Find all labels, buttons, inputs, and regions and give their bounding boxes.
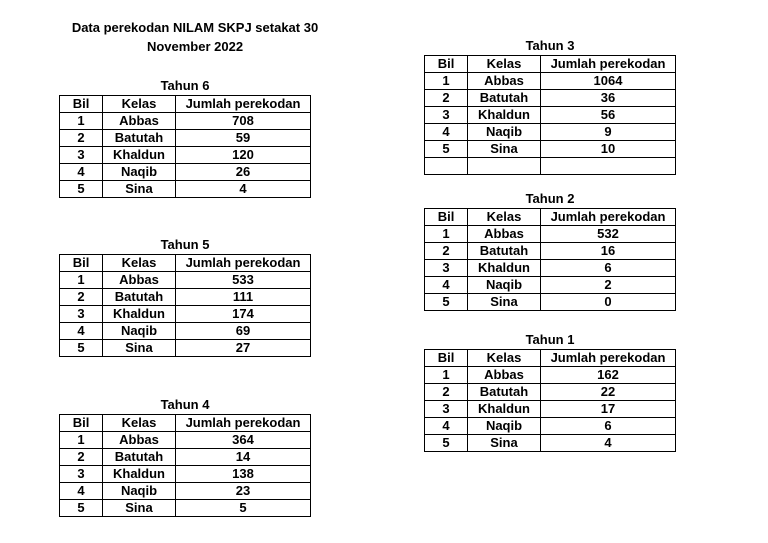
- column-header-kelas: Kelas: [103, 96, 176, 113]
- empty-cell: [541, 158, 676, 175]
- cell-kelas: Sina: [103, 340, 176, 357]
- table-row: [425, 418, 676, 435]
- table-row: [425, 243, 676, 260]
- cell-bil: 2: [425, 90, 468, 107]
- cell-jumlah: 26: [176, 164, 311, 181]
- column-header-bil: Bil: [60, 415, 103, 432]
- table-caption: Tahun 6: [160, 78, 210, 93]
- cell-kelas: Sina: [103, 500, 176, 517]
- table-row: [60, 340, 311, 357]
- table-header-row: [425, 56, 676, 73]
- cell-jumlah: 56: [541, 107, 676, 124]
- cell-jumlah: 17: [541, 401, 676, 418]
- cell-kelas: Khaldun: [103, 147, 176, 164]
- data-table-tahun5: [59, 254, 311, 357]
- cell-jumlah: 69: [176, 323, 311, 340]
- table-row: [60, 289, 311, 306]
- cell-kelas: Naqib: [468, 277, 541, 294]
- cell-jumlah: 27: [176, 340, 311, 357]
- cell-jumlah: 111: [176, 289, 311, 306]
- cell-kelas: Khaldun: [103, 306, 176, 323]
- table-caption: Tahun 4: [160, 397, 210, 412]
- table-row: [60, 272, 311, 289]
- column-header-kelas: Kelas: [468, 56, 541, 73]
- cell-bil: 1: [425, 367, 468, 384]
- cell-bil: 4: [60, 323, 103, 340]
- cell-kelas: Batutah: [103, 289, 176, 306]
- cell-bil: 4: [60, 483, 103, 500]
- cell-jumlah: 59: [176, 130, 311, 147]
- cell-kelas: Naqib: [103, 164, 176, 181]
- data-table-tahun4: [59, 414, 311, 517]
- data-table-tahun2: [424, 208, 676, 311]
- column-header-kelas: Kelas: [103, 255, 176, 272]
- cell-bil: 3: [60, 147, 103, 164]
- column-header-bil: Bil: [60, 255, 103, 272]
- empty-cell: [425, 158, 468, 175]
- cell-kelas: Khaldun: [468, 107, 541, 124]
- column-header-kelas: Kelas: [468, 209, 541, 226]
- cell-jumlah: 4: [176, 181, 311, 198]
- table-row: [425, 384, 676, 401]
- column-header-bil: Bil: [425, 209, 468, 226]
- cell-jumlah: 532: [541, 226, 676, 243]
- cell-bil: 3: [425, 107, 468, 124]
- table-block-tahun6: [59, 79, 311, 198]
- table-row: [425, 401, 676, 418]
- column-header-jumlah: Jumlah perekodan: [176, 255, 311, 272]
- cell-jumlah: 16: [541, 243, 676, 260]
- table-row: [60, 500, 311, 517]
- page-title: Data perekodan NILAM SKPJ setakat 30 November 2022: [71, 20, 319, 54]
- cell-bil: 1: [60, 272, 103, 289]
- cell-kelas: Khaldun: [103, 466, 176, 483]
- cell-kelas: Batutah: [103, 449, 176, 466]
- table-row: [60, 164, 311, 181]
- cell-bil: 5: [425, 141, 468, 158]
- table-header-row: [425, 350, 676, 367]
- table-row: [60, 432, 311, 449]
- table-row: [60, 147, 311, 164]
- cell-bil: 4: [60, 164, 103, 181]
- cell-jumlah: 708: [176, 113, 311, 130]
- column-header-bil: Bil: [425, 56, 468, 73]
- cell-bil: 2: [60, 449, 103, 466]
- table-header-row: [60, 96, 311, 113]
- cell-bil: 3: [425, 401, 468, 418]
- cell-kelas: Sina: [468, 294, 541, 311]
- cell-bil: 3: [425, 260, 468, 277]
- cell-bil: 1: [425, 73, 468, 90]
- cell-jumlah: 162: [541, 367, 676, 384]
- cell-kelas: Abbas: [468, 226, 541, 243]
- table-row: [425, 367, 676, 384]
- cell-bil: 5: [425, 294, 468, 311]
- cell-kelas: Batutah: [468, 243, 541, 260]
- cell-bil: 5: [60, 181, 103, 198]
- table-header-row: [425, 209, 676, 226]
- column-header-jumlah: Jumlah perekodan: [176, 96, 311, 113]
- table-caption: Tahun 2: [525, 191, 575, 206]
- empty-table-row: [425, 158, 676, 175]
- cell-jumlah: 364: [176, 432, 311, 449]
- table-block-tahun2: [424, 192, 676, 311]
- table-row: [60, 130, 311, 147]
- cell-bil: 4: [425, 418, 468, 435]
- cell-bil: 2: [60, 130, 103, 147]
- cell-kelas: Batutah: [468, 90, 541, 107]
- column-header-jumlah: Jumlah perekodan: [541, 56, 676, 73]
- cell-bil: 5: [60, 500, 103, 517]
- cell-jumlah: 22: [541, 384, 676, 401]
- cell-bil: 1: [60, 432, 103, 449]
- table-row: [60, 323, 311, 340]
- cell-kelas: Abbas: [468, 73, 541, 90]
- cell-jumlah: 6: [541, 260, 676, 277]
- cell-jumlah: 9: [541, 124, 676, 141]
- cell-bil: 5: [60, 340, 103, 357]
- cell-kelas: Sina: [103, 181, 176, 198]
- cell-jumlah: 36: [541, 90, 676, 107]
- table-row: [425, 277, 676, 294]
- cell-jumlah: 533: [176, 272, 311, 289]
- cell-kelas: Abbas: [103, 113, 176, 130]
- cell-jumlah: 5: [176, 500, 311, 517]
- cell-kelas: Naqib: [103, 483, 176, 500]
- cell-kelas: Batutah: [468, 384, 541, 401]
- column-header-jumlah: Jumlah perekodan: [176, 415, 311, 432]
- table-caption: Tahun 1: [525, 332, 575, 347]
- cell-kelas: Sina: [468, 435, 541, 452]
- cell-jumlah: 174: [176, 306, 311, 323]
- table-row: [425, 107, 676, 124]
- cell-kelas: Khaldun: [468, 260, 541, 277]
- empty-cell: [468, 158, 541, 175]
- data-table-tahun3: [424, 55, 676, 175]
- table-row: [60, 466, 311, 483]
- table-block-tahun4: [59, 398, 311, 517]
- data-table-tahun6: [59, 95, 311, 198]
- cell-bil: 1: [425, 226, 468, 243]
- cell-kelas: Naqib: [468, 124, 541, 141]
- cell-jumlah: 1064: [541, 73, 676, 90]
- cell-bil: 2: [425, 243, 468, 260]
- table-row: [425, 90, 676, 107]
- table-header-row: [60, 415, 311, 432]
- table-header-row: [60, 255, 311, 272]
- cell-kelas: Abbas: [103, 432, 176, 449]
- cell-jumlah: 14: [176, 449, 311, 466]
- table-row: [425, 141, 676, 158]
- cell-kelas: Naqib: [468, 418, 541, 435]
- table-row: [60, 113, 311, 130]
- cell-kelas: Naqib: [103, 323, 176, 340]
- cell-jumlah: 2: [541, 277, 676, 294]
- table-block-tahun5: [59, 238, 311, 357]
- cell-kelas: Khaldun: [468, 401, 541, 418]
- cell-kelas: Sina: [468, 141, 541, 158]
- cell-bil: 3: [60, 466, 103, 483]
- column-header-kelas: Kelas: [468, 350, 541, 367]
- table-row: [425, 260, 676, 277]
- data-table-tahun1: [424, 349, 676, 452]
- cell-bil: 1: [60, 113, 103, 130]
- cell-jumlah: 23: [176, 483, 311, 500]
- table-row: [425, 435, 676, 452]
- cell-bil: 4: [425, 277, 468, 294]
- table-row: [425, 226, 676, 243]
- cell-bil: 3: [60, 306, 103, 323]
- table-row: [60, 449, 311, 466]
- cell-bil: 2: [425, 384, 468, 401]
- table-row: [60, 306, 311, 323]
- table-caption: Tahun 5: [160, 237, 210, 252]
- column-header-jumlah: Jumlah perekodan: [541, 350, 676, 367]
- cell-jumlah: 0: [541, 294, 676, 311]
- cell-jumlah: 6: [541, 418, 676, 435]
- table-row: [425, 124, 676, 141]
- cell-jumlah: 120: [176, 147, 311, 164]
- cell-jumlah: 138: [176, 466, 311, 483]
- column-header-kelas: Kelas: [103, 415, 176, 432]
- cell-kelas: Abbas: [103, 272, 176, 289]
- table-block-tahun1: [424, 333, 676, 452]
- table-caption: Tahun 3: [525, 38, 575, 53]
- table-block-tahun3: [424, 39, 676, 175]
- cell-jumlah: 4: [541, 435, 676, 452]
- column-header-bil: Bil: [425, 350, 468, 367]
- table-row: [425, 73, 676, 90]
- column-header-bil: Bil: [60, 96, 103, 113]
- cell-bil: 5: [425, 435, 468, 452]
- table-row: [60, 483, 311, 500]
- column-header-jumlah: Jumlah perekodan: [541, 209, 676, 226]
- cell-kelas: Batutah: [103, 130, 176, 147]
- table-row: [60, 181, 311, 198]
- cell-kelas: Abbas: [468, 367, 541, 384]
- table-row: [425, 294, 676, 311]
- cell-bil: 2: [60, 289, 103, 306]
- cell-jumlah: 10: [541, 141, 676, 158]
- cell-bil: 4: [425, 124, 468, 141]
